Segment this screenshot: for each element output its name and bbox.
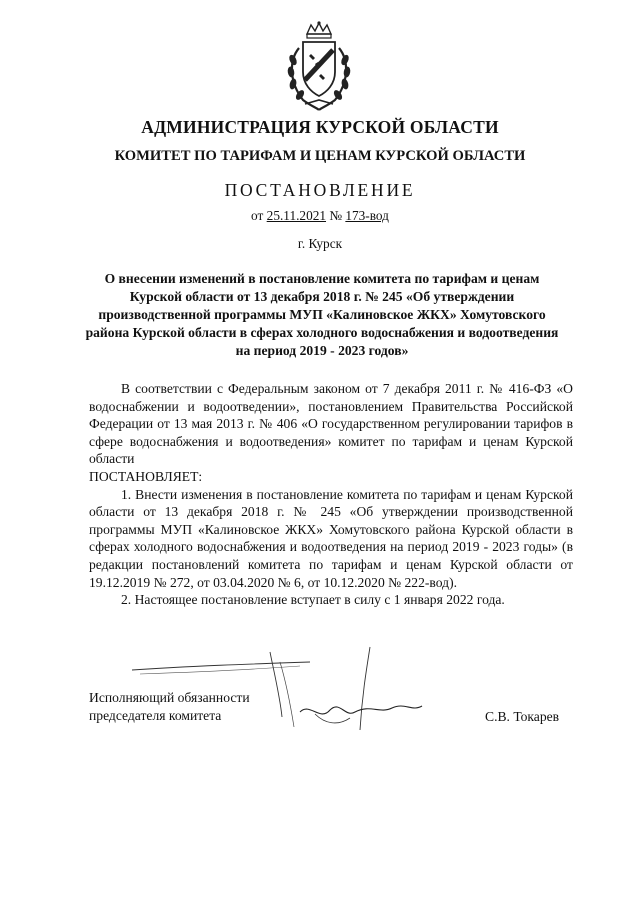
preamble-paragraph xyxy=(89,380,573,486)
document-body xyxy=(89,380,573,609)
organization-name: АДМИНИСТРАЦИЯ КУРСКОЙ ОБЛАСТИ xyxy=(141,117,499,137)
document-number: 173-вод xyxy=(345,208,389,223)
decree-word: ПОСТАНОВЛЯЕТ: xyxy=(89,468,203,484)
document-title: О внесении изменений в постановление комитета по тарифам и ценам Курской области от 13 декабря 2018 г. № 245 «Об утверждении производственной программы МУП «Калиновское ЖКХ» Хомутовского района Курской области в сферах холодного водоснабжения и водоотведения на период 2019 - 2023 годов» xyxy=(85,271,559,358)
coat-of-arms-icon xyxy=(281,20,357,112)
signatory-position xyxy=(89,689,250,725)
item-2-paragraph: 2. Настоящее постановление вступает в силу с 1 января 2022 года. xyxy=(121,592,505,608)
document-date: 25.11.2021 xyxy=(266,208,327,223)
item-1-paragraph: 1. Внести изменения в постановление комитета по тарифам и ценам Курской области от 13 декабря 2018 г. № 245 «Об утверждении производственной программы МУП «Калиновское ЖКХ» Хомутовского района Курской области в сферах холодного водоснабжения и водоотведения на период 2019 - 2023 годы» (в редакции постановлений комитета по тарифам и ценам Курской области от 19.12.2019 № 272, от 03.04.2020 № 6, от 10.12.2020 № 222-вод). xyxy=(89,486,573,590)
number-sign: № xyxy=(329,208,343,223)
date-prefix: от xyxy=(251,208,264,223)
city: г. Курск xyxy=(297,236,343,251)
committee-name: КОМИТЕТ ПО ТАРИФАМ И ЦЕНАМ КУРСКОЙ ОБЛАСТИ xyxy=(114,148,526,164)
position-line-2: председателя комитета xyxy=(89,707,222,723)
position-line-1: Исполняющий обязанности xyxy=(89,690,250,705)
preamble-text: В соответствии с Федеральным законом от 7 декабря 2011 г. № 416-ФЗ «О водоснабжении и водоотведении», постановлением Правительства Российской Федерации от 13 мая 2013 г. № 406 «О государственном регулировании тарифов в сфере водоснабжения и водоотведения» комитет по тарифам и ценам Курской области xyxy=(89,381,573,467)
document-type: ПОСТАНОВЛЕНИЕ xyxy=(224,180,416,200)
signatory-name: С.В. Токарев xyxy=(485,709,560,724)
date-number-line xyxy=(0,208,640,224)
